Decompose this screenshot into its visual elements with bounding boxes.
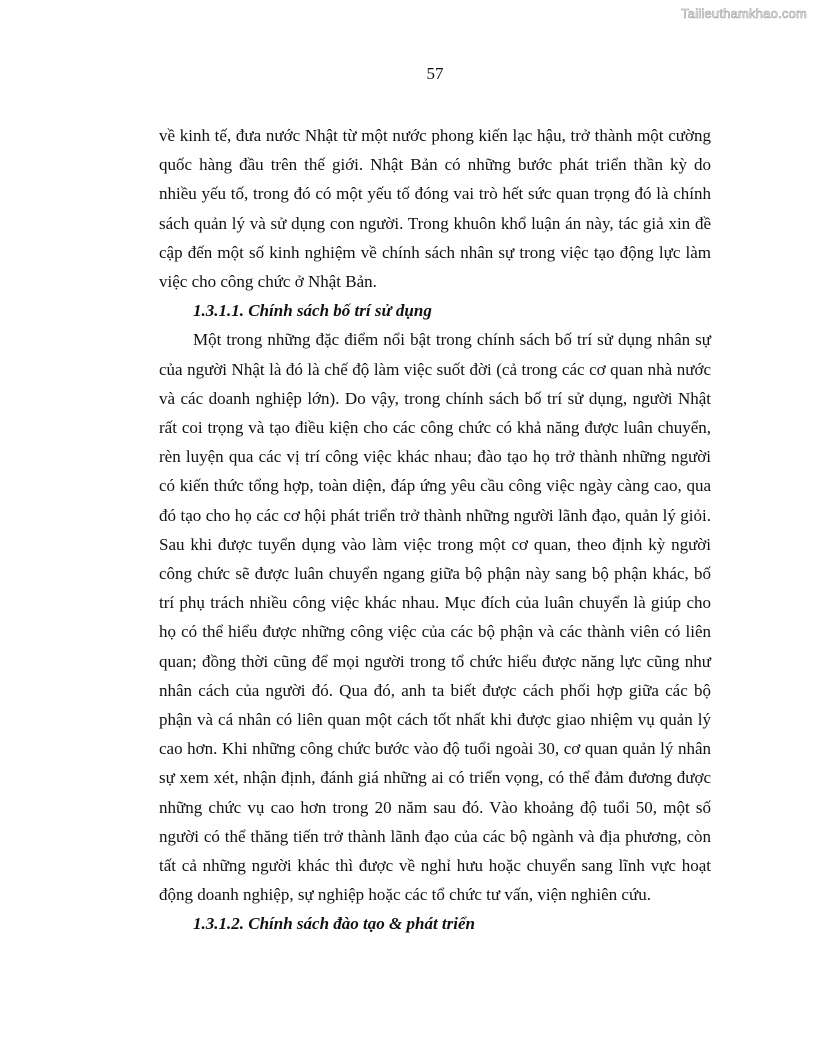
document-body	[159, 121, 711, 939]
body-paragraph: Một trong những đặc điểm nổi bật trong chính sách bố trí sử dụng nhân sự của người Nhật là đó là chế độ làm việc suốt đời (cả trong các cơ quan nhà nước và các doanh nghiệp lớn). Do vậy, trong chính sách bố trí sử dụng, người Nhật rất coi trọng và tạo điều kiện cho các công chức có khả năng được luân chuyển, rèn luyện qua các vị trí công việc khác nhau; đào tạo họ trở thành những người có kiến thức tổng hợp, toàn diện, đáp ứng yêu cầu công việc ngày càng cao, qua đó tạo cho họ các cơ hội phát triển trở thành những người lãnh đạo, quản lý giỏi. Sau khi được tuyển dụng vào làm việc trong một cơ quan, theo định kỳ người công chức sẽ được luân chuyển ngang giữa bộ phận này sang bộ phận khác, bố trí phụ trách nhiều công việc khác nhau. Mục đích của luân chuyển là giúp cho họ có thể hiểu được những công việc của các bộ phận và các thành viên có liên quan; đồng thời cũng để mọi người trong tổ chức hiểu được năng lực cũng như nhân cách của người đó. Qua đó, anh ta biết được cách phối hợp giữa các bộ phận và cá nhân có liên quan một cách tốt nhất khi được giao nhiệm vụ quản lý cao hơn. Khi những công chức bước vào độ tuổi ngoài 30, cơ quan quản lý nhân sự xem xét, nhận định, đánh giá những ai có triển vọng, có thể đảm đương được những chức vụ cao hơn trong 20 năm sau đó. Vào khoảng độ tuổi 50, một số người có thể thăng tiến trở thành lãnh đạo của các bộ ngành và địa phương, còn tất cả những người khác thì được về nghỉ hưu hoặc chuyển sang lĩnh vực hoạt động doanh nghiệp, sự nghiệp hoặc các tổ chức tư vấn, viện nghiên cứu.	[159, 330, 711, 905]
section-heading: 1.3.1.1. Chính sách bố trí sử dụng	[193, 301, 432, 321]
watermark-text: Tailieuthamkhao.com	[681, 6, 807, 21]
section-heading: 1.3.1.2. Chính sách đào tạo & phát triển	[193, 914, 475, 934]
body-paragraph: về kinh tế, đưa nước Nhật từ một nước phong kiến lạc hậu, trở thành một cường quốc hàng đầu trên thế giới. Nhật Bản có những bước phát triển thần kỳ do nhiều yếu tố, trong đó có một yếu tố đóng vai trò hết sức quan trọng đó là chính sách quản lý và sử dụng con người. Trong khuôn khổ luận án này, tác giả xin đề cập đến một số kinh nghiệm về chính sách nhân sự trong việc tạo động lực làm việc cho công chức ở Nhật Bản.	[159, 126, 711, 292]
page-number: 57	[426, 64, 444, 83]
